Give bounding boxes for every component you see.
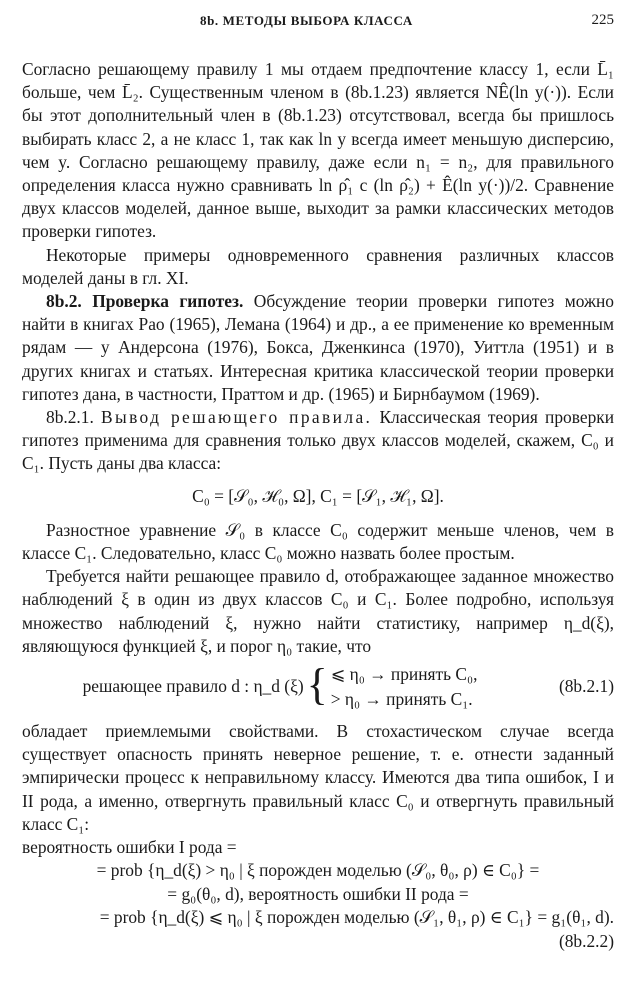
paragraph-difference-equation: Разностное уравнение 𝒮₀ в классе C₀ содержит меньше членов, чем в классе C₁. Следовательно, класс C₀ можно назвать более простым. [22,519,614,564]
decision-rule-body [22,662,538,712]
paragraph-decision-rule-d: Требуется найти решающее правило d, отображающее заданное множество наблюдений ξ в один из двух классов C₀ и C₁. Более подробно, используя множество наблюдений ξ, нужно найти статистику, например η_d(ξ), являющуюся функцией ξ, и порог η₀ такие, что [22,566,614,656]
decision-rule-left: решающее правило d : η_d (ξ) [82,676,304,697]
page-header [0,10,628,34]
equation-decision-rule [22,662,614,712]
paragraph-examples: Некоторые примеры одновременного сравнения различных классов моделей даны в гл. XI. [22,244,614,288]
paragraph-derivation [22,406,614,476]
subsection-title: Вывод решающего правила. [100,407,373,428]
section-title: 8b.2. Проверка гипотез. [46,291,244,312]
equation-number-8b-2-2: (8b.2.2) [558,930,614,951]
paragraph-decision-rule-1: Согласно решающему правилу 1 мы отдаем предпочтение классу 1, если L̄₁ больше, чем L̄₂. Существенным членом в (8b.1.23) является NÊ(ln y(·)). Если бы этот дополнительный член в (8b.1.23) отсутствовал, всегда бы пришлось выбирать класс 2, а не класс 1, так как ln y всегда имеет меньшую дисперсию, чем y. Согласно решающему правилу, даже если n₁ = n₂, для правильного определения класса нужно сравнивать ln ρ̂₁ с (ln ρ̂₂) + Ê(ln y(·))/2. Сравнение двух классов моделей, данное выше, выходит за рамки классических методов проверки гипотез. [22,59,614,242]
paragraph-hypothesis-testing [22,290,614,406]
error-line-3: = g₀(θ₀, d), вероятность ошибки II рода = [167,883,469,904]
subsection-number: 8b.2.1. [46,407,101,428]
equation-number-8b-2-1: (8b.2.1) [558,676,614,697]
error-line-4: = prob {η_d(ξ) ⩽ η₀ | ξ порожден моделью (𝒮₁, θ₁, ρ) ∈ C₁} = g₁(θ₁, d). [99,906,614,927]
decision-rule-case-accept-c1: > η₀ → принять C₁. [330,689,473,710]
paragraph-errors: обладает приемлемыми свойствами. В стохастическом случае всегда существует опасность принять неверное решение, т. е. отнести заданный эмпирически процесс к неправильному классу. Имеются два типа ошибок, I и II рода, а именно, отвергнуть правильный класс C₀ и отвергнуть правильный класс C₁: [22,721,614,834]
equation-classes: C₀ = [𝒮₀, ℋ₀, Ω], C₁ = [𝒮₁, ℋ₁, Ω]. [192,485,444,506]
decision-rule-cases [331,662,478,712]
decision-rule-case-accept-c0: ⩽ η₀ → принять C₀, [330,664,478,685]
main-text [22,58,614,953]
error-line-1: вероятность ошибки I рода = [22,837,237,858]
running-head: 8b. МЕТОДЫ ВЫБОРА КЛАССА [200,13,413,28]
section-text: Обсуждение теории проверки гипотез можно найти в книгах Рао (1965), Лемана (1964) и др., а ее применение ко временным рядам — у Андерсона (1976), Бокса, Дженкинса (1970), Уиттла (1951) и в других книгах и статьях. Интересная критика классической теории проверки гипотез дана, в частности, Праттом и др. (1965) и Бирнбаумом (1969). [22,291,614,404]
brace-symbol: { [306,660,328,710]
subsection-text: Классическая теория проверки гипотез применима для сравнения только двух классов моделей, скажем, C₀ и C₁. Пусть даны два класса: [22,407,615,474]
error-line-2: = prob {η_d(ξ) > η₀ | ξ порожден моделью (𝒮₀, θ₀, ρ) ∈ C₀} = [96,860,540,881]
page-number: 225 [591,12,614,28]
